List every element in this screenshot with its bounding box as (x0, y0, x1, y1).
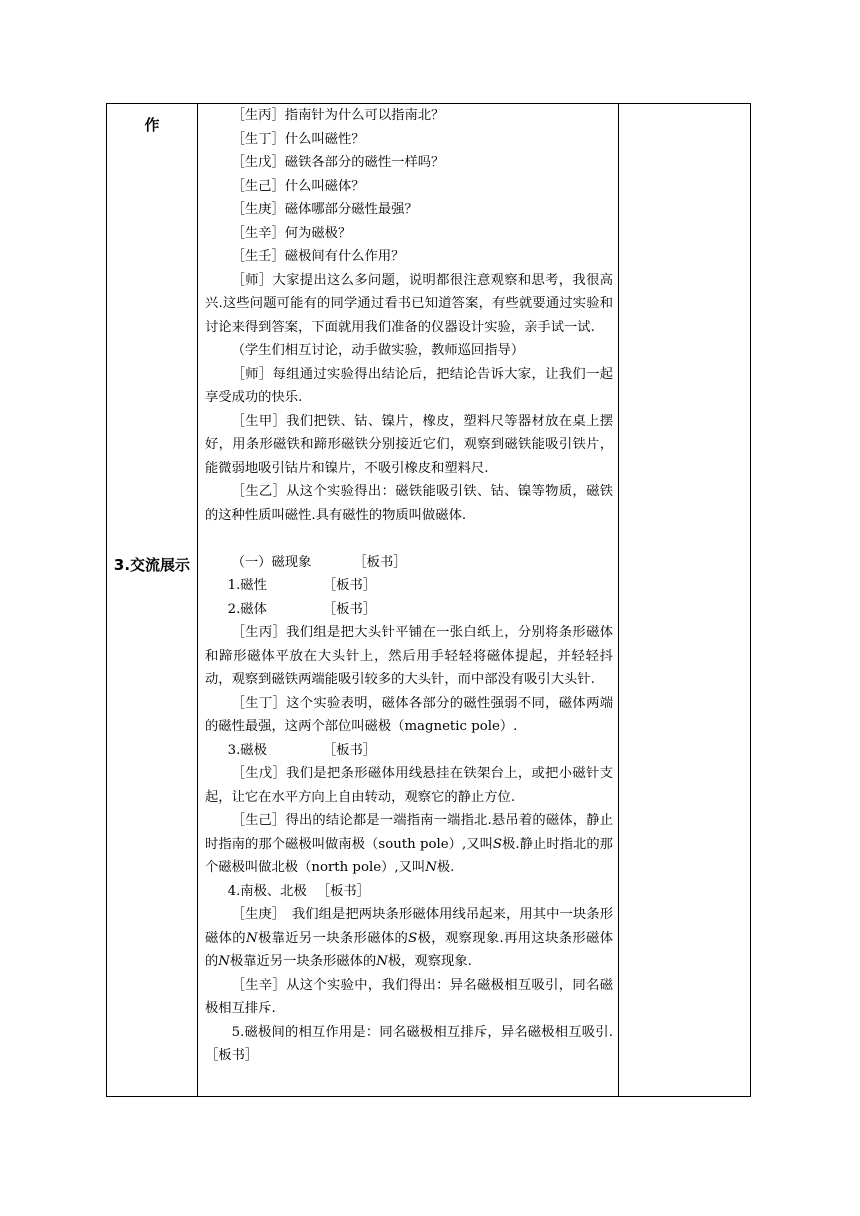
stage-column (107, 104, 197, 1096)
dialogue-line: ［生戊］磁铁各部分的磁性一样吗？ (231, 155, 445, 170)
pole-symbol: N (425, 860, 437, 875)
stage-label-continued: 作 (144, 116, 160, 134)
dialogue-line: ［生丙］指南针为什么可以指南北？ (231, 108, 445, 123)
student-paragraph: ［生乙］从这个实验得出：磁铁能吸引铁、钴、镍等物质，磁铁的这种性质叫磁性.具有磁性的物质叫做磁体. (205, 484, 613, 523)
dialogue-line: ［生己］什么叫磁体？ (231, 178, 365, 194)
heading-text: 3.磁极 (227, 742, 267, 758)
dialogue-line: ［生壬］磁极间有什么作用？ (231, 249, 405, 264)
blackboard-tag: ［板书］ (322, 578, 377, 593)
blackboard-tag: ［板书］ (353, 554, 407, 570)
blackboard-heading (205, 880, 613, 904)
student-paragraph: ［生辛］从这个实验中，我们得出：异名磁极相互吸引，同名磁极相互排斥. (205, 977, 613, 1016)
blackboard-heading (205, 551, 613, 575)
column-divider (618, 104, 619, 1096)
pole-symbol: N (218, 954, 230, 969)
blackboard-tag: ［板书］ (322, 601, 377, 617)
heading-text: 4.南极、北极 (227, 883, 307, 899)
dialogue-line: ［生丁］什么叫磁性？ (231, 131, 365, 147)
pole-symbol: S (492, 836, 503, 852)
pole-symbol: N (376, 954, 388, 969)
blackboard-tag: ［板书］ (316, 883, 370, 899)
student-paragraph: ［生甲］我们把铁、钴、镍片，橡皮，塑料尺等器材放在桌上摆好，用条形磁铁和蹄形磁铁分别接近它们，观察到磁铁能吸引铁片，能微弱地吸引钴片和镍片，不吸引橡皮和塑料尺. (205, 413, 613, 476)
student-paragraph: ［生丁］这个实验表明，磁体各部分的磁性强弱不同，磁体两端的磁性最强，这两个部位叫磁极（magnetic pole）. (205, 695, 613, 734)
column-divider (197, 104, 198, 1096)
blank-line (205, 527, 613, 551)
dialogue-line: ［生庚］磁体哪部分磁性最强？ (231, 202, 418, 217)
heading-text: （一）磁现象 (231, 554, 312, 570)
teacher-paragraph: ［师］每组通过实验得出结论后，把结论告诉大家，让我们一起享受成功的快乐. (205, 366, 613, 405)
blackboard-tag: ［板书］ (322, 742, 377, 758)
student-paragraph (205, 809, 613, 880)
text-run: 极，观察现象.再用这块条形磁体的 (205, 930, 613, 969)
text-run: 极，观察现象. (387, 954, 472, 969)
stage-label-exchange: 3.交流展示 (113, 556, 191, 574)
text-run: 极.静止时指北的那个磁极叫做北极（north pole）,又叫 (205, 836, 613, 875)
teacher-paragraph: ［师］大家提出这么多问题，说明都很注意观察和思考，我很高兴.这些问题可能有的同学通过看书已知道答案，有些就要通过实验和讨论来得到答案，下面就用我们准备的仪器设计实验，亲手试一试. (205, 272, 613, 335)
text-run: 极. (436, 860, 455, 875)
stage-direction: （学生们相互讨论，动手做实验，教师巡回指导） (231, 343, 525, 358)
blackboard-heading (205, 574, 613, 598)
blackboard-heading (205, 598, 613, 622)
text-run: 极靠近另一块条形磁体的 (229, 954, 377, 969)
heading-text: 2.磁体 (227, 601, 267, 617)
text-run: 极靠近另一块条形磁体的 (257, 930, 409, 946)
student-paragraph: ［生戊］我们是把条形磁体用线悬挂在铁架台上，或把小磁针支起，让它在水平方向上自由转动，观察它的静止方位. (205, 766, 613, 805)
heading-text: 1.磁性 (227, 578, 267, 593)
pole-symbol: N (245, 930, 258, 946)
dialogue-line: ［生辛］何为磁极？ (231, 225, 352, 241)
blackboard-heading (205, 739, 613, 763)
lesson-content (205, 104, 613, 1068)
pole-symbol: S (408, 930, 418, 946)
text-run: ［生庚］ 我们组是把两块条形磁体用线吊起来，用其中一块条形磁体的 (205, 907, 613, 946)
text-run: ［生己］得出的结论都是一端指南一端指北.悬吊着的磁体，静止时指南的那个磁极叫做南极（south pole）,又叫 (205, 813, 613, 852)
conclusion-paragraph: 5.磁极间的相互作用是：同名磁极相互排斥，异名磁极相互吸引.［板书］ (205, 1024, 613, 1063)
student-paragraph (205, 903, 613, 974)
student-paragraph: ［生丙］我们组是把大头针平铺在一张白纸上，分别将条形磁体和蹄形磁体平放在大头针上，然后用手轻轻将磁体提起，并轻轻抖动，观察到磁铁两端能吸引较多的大头针，而中部没有吸引大头针. (205, 625, 613, 687)
lesson-table (106, 103, 751, 1097)
